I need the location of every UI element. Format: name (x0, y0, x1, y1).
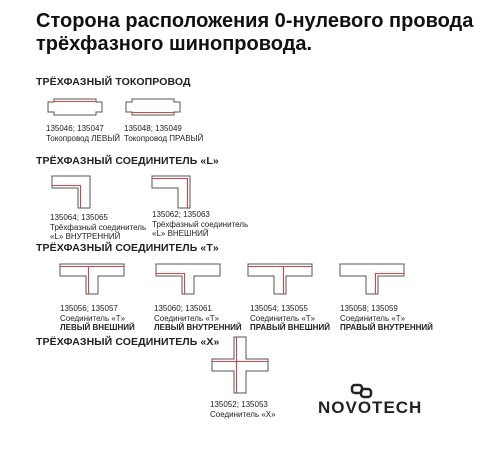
logo-text: NOVOTECH (318, 398, 423, 417)
l-outer-caption (152, 210, 248, 239)
t-right-outer-diagram (246, 258, 314, 298)
caption-text: Токопровод ЛЕВЫЙ (46, 133, 121, 143)
section-trolley-heading: ТРЁХФАЗНЫЙ ТОКОПРОВОД (36, 76, 191, 88)
code-text: 135062; 135063 (152, 210, 210, 219)
caption-text: Соединитель «X» (210, 409, 276, 419)
l-inner-diagram (50, 172, 96, 212)
caption-text: ЛЕВЫЙ ВНЕШНИЙ (60, 323, 135, 332)
x-connector-caption (210, 400, 276, 419)
l-inner-caption (50, 213, 146, 242)
trolley-left-diagram (46, 92, 104, 122)
trolley-right-diagram (124, 92, 182, 122)
code-text: 135048; 135049 (124, 124, 182, 133)
caption-text: Токопровод ПРАВЫЙ (124, 133, 204, 143)
code-text: 135046; 135047 (46, 124, 104, 133)
t-left-inner-diagram (154, 258, 222, 298)
caption-text: «L» ВНЕШНИЙ (152, 229, 209, 238)
code-text: 135060; 135061 (154, 304, 212, 313)
x-connector-diagram (210, 335, 270, 395)
caption-text: Трёхфазный соединитель (50, 222, 147, 232)
code-text: 135058; 135059 (340, 304, 398, 313)
code-text: 135064; 135065 (50, 213, 108, 222)
t-right-inner-caption (340, 304, 433, 333)
caption-text: ПРАВЫЙ ВНЕШНИЙ (250, 323, 330, 332)
l-outer-diagram (150, 172, 196, 212)
code-text: 135052; 135053 (210, 400, 268, 409)
trolley-right-caption (124, 124, 203, 143)
trolley-left-caption (46, 124, 120, 143)
caption-text: «L» ВНУТРЕННИЙ (50, 232, 121, 241)
page-title: Сторона расположения 0-нулевого провода трёхфазного шинопровода. (36, 10, 474, 55)
t-left-outer-caption (60, 304, 135, 333)
code-text: 135054; 135055 (250, 304, 308, 313)
caption-text: Соединитель «T» (154, 313, 220, 323)
code-text: 135056; 135057 (60, 304, 118, 313)
caption-text: Трёхфазный соединитель (152, 219, 249, 229)
caption-text: ПРАВЫЙ ВНУТРЕННИЙ (340, 323, 433, 332)
t-left-outer-diagram (58, 258, 126, 298)
caption-text: ЛЕВЫЙ ВНУТРЕННИЙ (154, 323, 242, 332)
caption-text: Соединитель «T» (60, 313, 126, 323)
section-x-heading: ТРЁХФАЗНЫЙ СОЕДИНИТЕЛЬ «X» (36, 336, 220, 348)
caption-text: Соединитель «T» (250, 313, 316, 323)
t-left-inner-caption (154, 304, 242, 333)
caption-text: Соединитель «T» (340, 313, 406, 323)
section-t-heading: ТРЁХФАЗНЫЙ СОЕДИНИТЕЛЬ «T» (36, 242, 219, 254)
t-right-outer-caption (250, 304, 330, 333)
t-right-inner-diagram (338, 258, 406, 298)
section-l-heading: ТРЁХФАЗНЫЙ СОЕДИНИТЕЛЬ «L» (36, 155, 219, 167)
